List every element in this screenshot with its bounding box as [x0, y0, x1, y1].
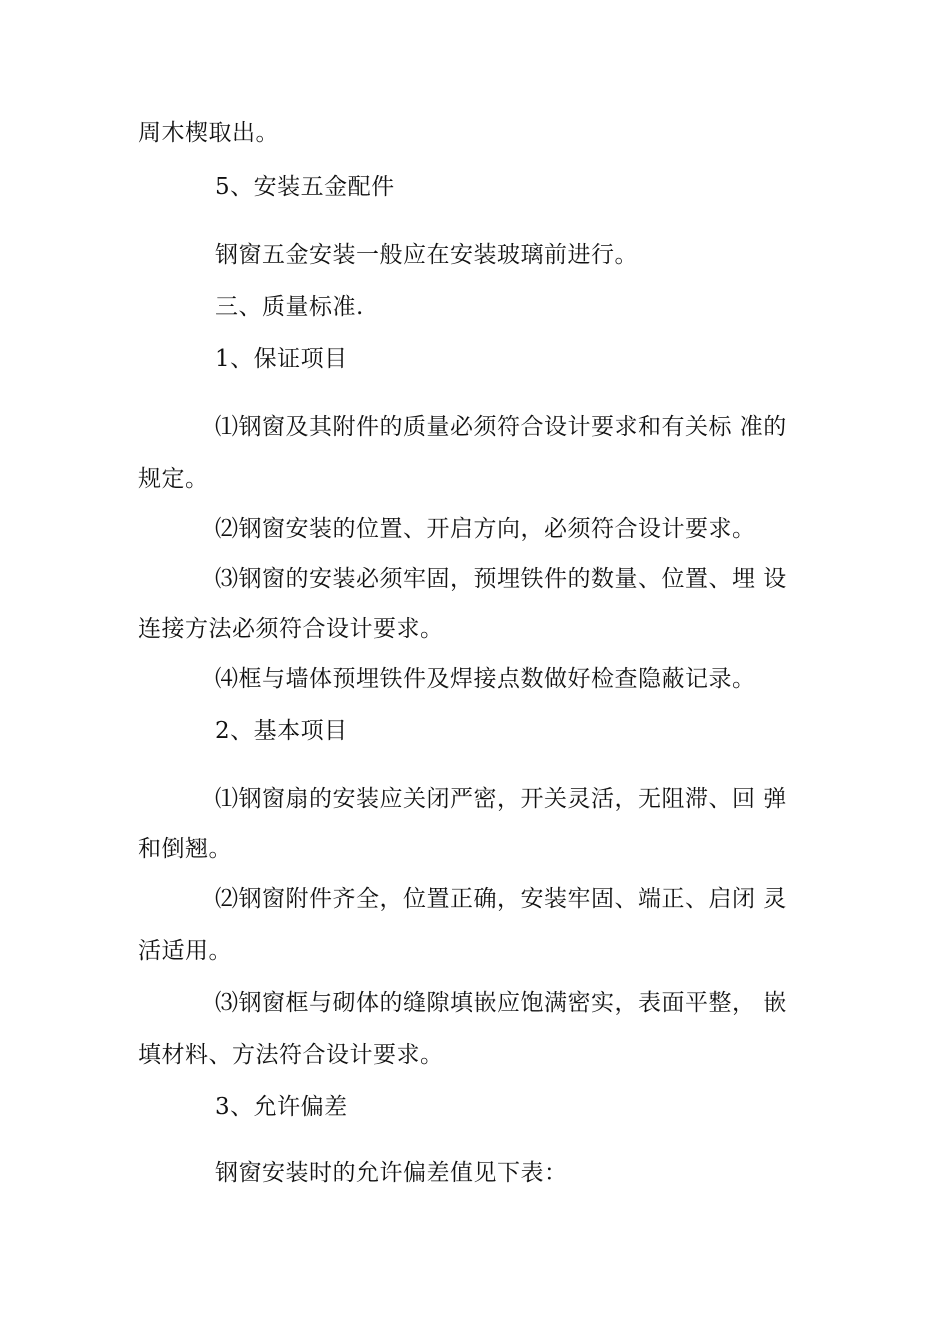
list-item-guaranteed-3-cont: 连接方法必须符合设计要求。 [138, 616, 444, 642]
list-item-basic-2: ⑵钢窗附件齐全，位置正确，安装牢固、端正、启闭 灵 [215, 886, 787, 912]
list-item-basic-1: ⑴钢窗扇的安装应关闭严密，开关灵活，无阻滞、回 弹 [215, 786, 787, 812]
paragraph-hardware: 钢窗五金安装一般应在安装玻璃前进行。 [215, 242, 638, 268]
paragraph-tolerance: 钢窗安装时的允许偏差值见下表： [215, 1160, 568, 1186]
list-item-basic-1-cont: 和倒翘。 [138, 836, 232, 862]
list-item-guaranteed-2: ⑵钢窗安装的位置、开启方向，必须符合设计要求。 [215, 516, 756, 542]
list-item-guaranteed-3: ⑶钢窗的安装必须牢固，预埋铁件的数量、位置、埋 设 [215, 566, 787, 592]
list-item-guaranteed-1: ⑴钢窗及其附件的质量必须符合设计要求和有关标 准的 [215, 414, 787, 440]
section-heading-basic: 2、基本项目 [215, 718, 348, 744]
chapter-heading-quality: 三、质量标准. [215, 294, 364, 320]
list-item-guaranteed-1-cont: 规定。 [138, 466, 209, 492]
section-heading-hardware: 5、安装五金配件 [215, 174, 395, 200]
list-item-basic-3-cont: 填材料、方法符合设计要求。 [138, 1042, 444, 1068]
text-line-continuation: 周木楔取出。 [138, 120, 279, 146]
section-heading-guaranteed: 1、保证项目 [215, 346, 348, 372]
list-item-basic-3: ⑶钢窗框与砌体的缝隙填嵌应饱满密实，表面平整， 嵌 [215, 990, 787, 1016]
list-item-guaranteed-4: ⑷框与墙体预埋铁件及焊接点数做好检查隐蔽记录。 [215, 666, 756, 692]
section-heading-tolerance: 3、允许偏差 [215, 1094, 348, 1120]
list-item-basic-2-cont: 活适用。 [138, 938, 232, 964]
